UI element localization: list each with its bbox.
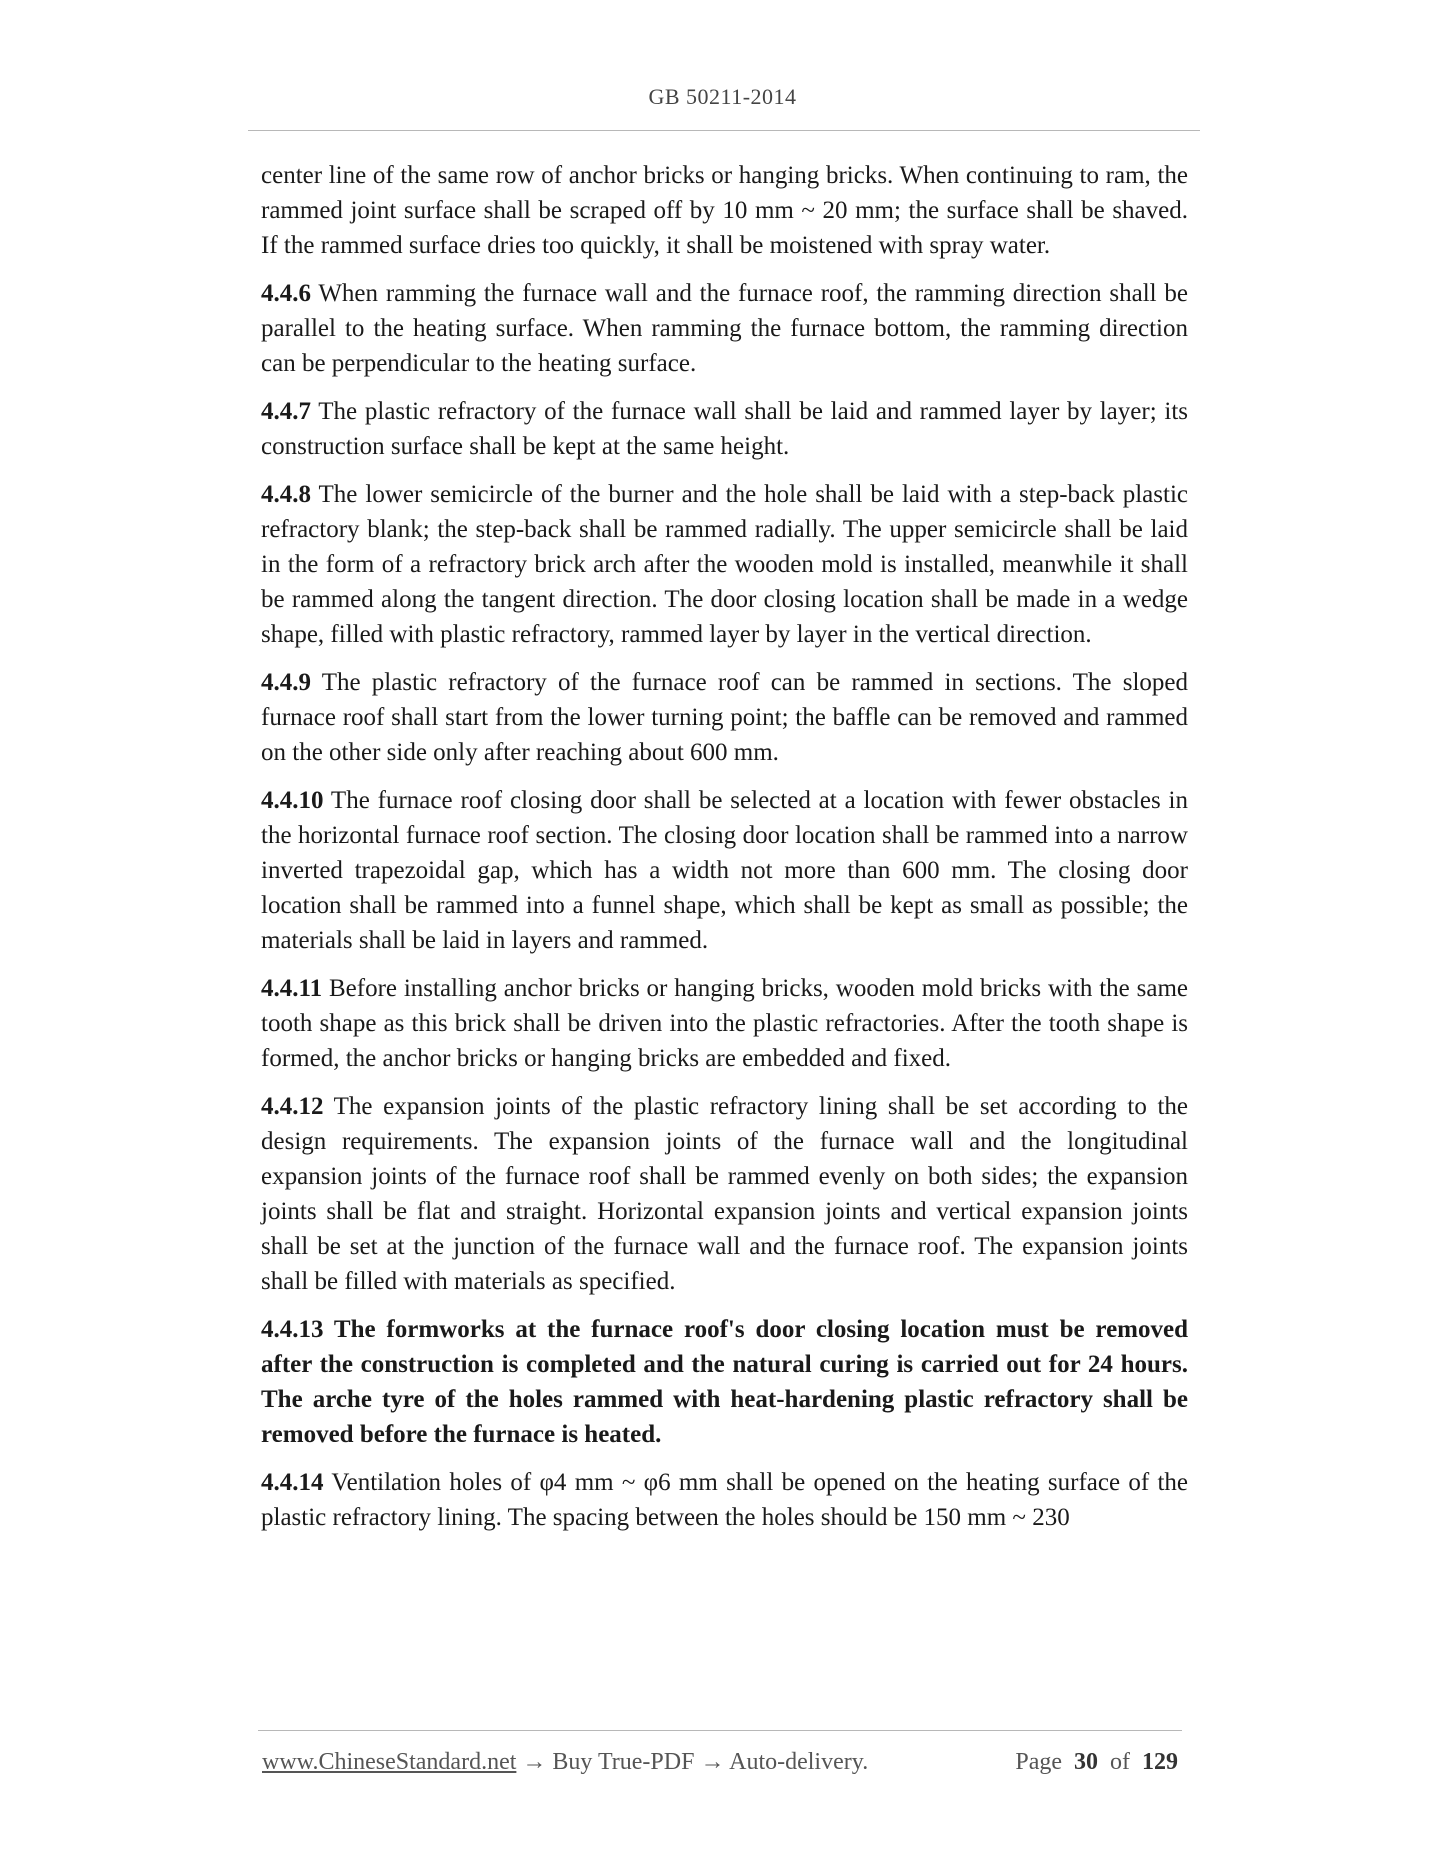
clause-text: The expansion joints of the plastic refractory lining shall be set according to the design requirements. The expansion joints of the furnace wall and the longitudinal expansion joints of the furnace roof shall be rammed evenly on both sides; the expansion joints shall be flat and straight. Horizontal expansion joints and vertical expansion joints shall be set at the junction of the furnace wall and the furnace roof. The expansion joints shall be filled with materials as specified.	[261, 1093, 1188, 1295]
clause-4-4-6	[261, 276, 1188, 381]
of-label: of	[1110, 1749, 1130, 1775]
clause-number: 4.4.7	[261, 398, 311, 425]
page-total: 129	[1142, 1749, 1178, 1775]
clause-4-4-9	[261, 665, 1188, 770]
clause-number: 4.4.12	[261, 1093, 324, 1120]
page-header-title: GB 50211-2014	[648, 84, 797, 109]
clause-number: 4.4.8	[261, 481, 311, 508]
header-divider	[248, 130, 1200, 131]
clause-text: Before installing anchor bricks or hanging bricks, wooden mold bricks with the same tooth shape as this brick shall be driven into the plastic refractories. After the tooth shape is formed, the anchor bricks or hanging bricks are embedded and fixed.	[261, 975, 1188, 1072]
clause-text: When ramming the furnace wall and the furnace roof, the ramming direction shall be parallel to the heating surface. When ramming the furnace bottom, the ramming direction can be perpendicular to the heating surface.	[261, 280, 1188, 377]
paragraph-continuation	[261, 158, 1188, 263]
clause-text: The formworks at the furnace roof's door closing location must be removed after the construction is completed and the natural curing is carried out for 24 hours. The arche tyre of the holes rammed with heat-hardening plastic refractory shall be removed before the furnace is heated.	[261, 1316, 1188, 1448]
page-indicator	[1015, 1749, 1178, 1776]
site-link[interactable]: www.ChineseStandard.net	[262, 1749, 517, 1775]
clause-number: 4.4.14	[261, 1469, 324, 1496]
clause-number: 4.4.9	[261, 669, 311, 696]
clause-text: The plastic refractory of the furnace wall shall be laid and rammed layer by layer; its construction surface shall be kept at the same height.	[261, 398, 1188, 460]
document-body	[261, 158, 1188, 1548]
clause-text: The plastic refractory of the furnace roof can be rammed in sections. The sloped furnace roof shall start from the lower turning point; the baffle can be removed and rammed on the other side only after reaching about 600 mm.	[261, 669, 1188, 766]
footer-promo	[262, 1749, 868, 1776]
clause-number: 4.4.10	[261, 787, 324, 814]
clause-4-4-7	[261, 394, 1188, 464]
paragraph-text: center line of the same row of anchor bricks or hanging bricks. When continuing to ram, the rammed joint surface shall be scraped off by 10 mm ~ 20 mm; the surface shall be shaved. If the rammed surface dries too quickly, it shall be moistened with spray water.	[261, 162, 1188, 259]
clause-number: 4.4.13	[261, 1316, 324, 1343]
clause-4-4-10	[261, 783, 1188, 958]
clause-text: Ventilation holes of φ4 mm ~ φ6 mm shall be opened on the heating surface of the plastic refractory lining. The spacing between the holes should be 150 mm ~ 230	[261, 1469, 1188, 1531]
promo-text: → Buy True-PDF → Auto-delivery.	[516, 1749, 869, 1775]
clause-4-4-11	[261, 971, 1188, 1076]
clause-4-4-12	[261, 1089, 1188, 1299]
clause-number: 4.4.11	[261, 975, 323, 1002]
clause-text: The furnace roof closing door shall be selected at a location with fewer obstacles in the horizontal furnace roof section. The closing door location shall be rammed into a narrow inverted trapezoidal gap, which has a width not more than 600 mm. The closing door location shall be rammed into a funnel shape, which shall be kept as small as possible; the materials shall be laid in layers and rammed.	[261, 787, 1188, 954]
page-footer	[262, 1749, 1182, 1779]
footer-divider	[258, 1730, 1182, 1731]
clause-4-4-13	[261, 1312, 1188, 1452]
clause-number: 4.4.6	[261, 280, 311, 307]
clause-text: The lower semicircle of the burner and the hole shall be laid with a step-back plastic refractory blank; the step-back shall be rammed radially. The upper semicircle shall be laid in the form of a refractory brick arch after the wooden mold is installed, meanwhile it shall be rammed along the tangent direction. The door closing location shall be made in a wedge shape, filled with plastic refractory, rammed layer by layer in the vertical direction.	[261, 481, 1188, 648]
page-label: Page	[1015, 1749, 1062, 1775]
page-number: 30	[1074, 1749, 1098, 1775]
clause-4-4-14	[261, 1465, 1188, 1535]
clause-4-4-8	[261, 477, 1188, 652]
